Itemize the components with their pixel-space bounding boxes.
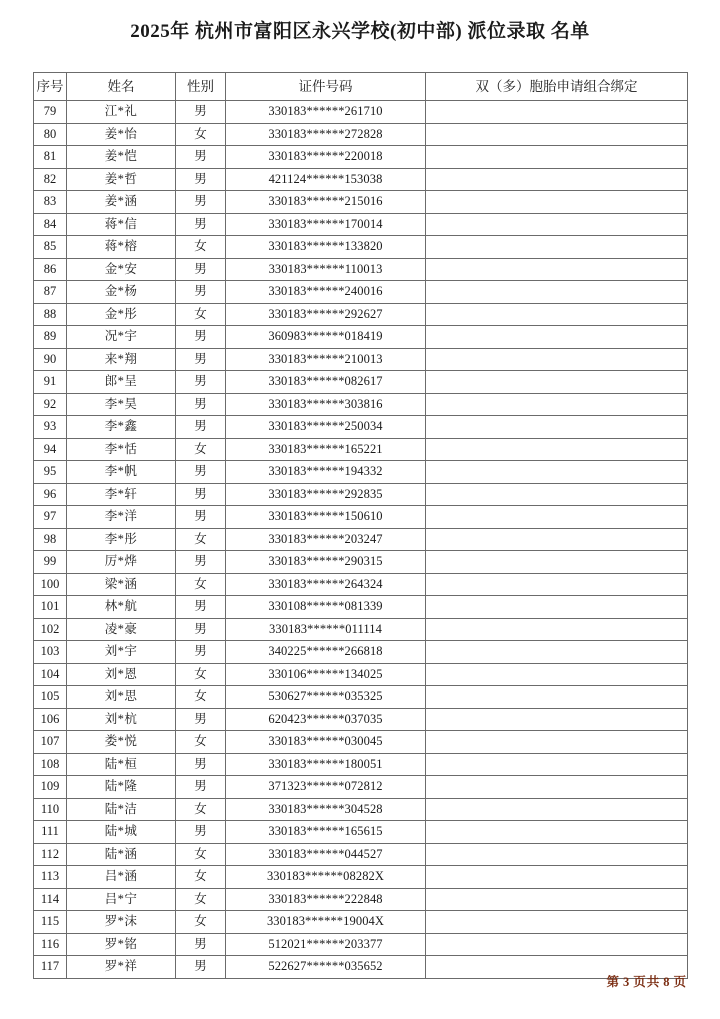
cell-name: 金*安 <box>67 258 176 281</box>
cell-name: 陆*涵 <box>67 843 176 866</box>
cell-index: 94 <box>34 438 67 461</box>
cell-gender: 男 <box>176 753 226 776</box>
table-row <box>34 371 688 394</box>
cell-idnum: 330183******210013 <box>226 348 426 371</box>
table-row <box>34 776 688 799</box>
cell-gender: 男 <box>176 596 226 619</box>
table-row <box>34 686 688 709</box>
cell-idnum: 330183******264324 <box>226 573 426 596</box>
cell-gender: 男 <box>176 416 226 439</box>
table-row <box>34 213 688 236</box>
cell-idnum: 512021******203377 <box>226 933 426 956</box>
table-row <box>34 708 688 731</box>
cell-idnum: 330183******133820 <box>226 236 426 259</box>
cell-gender: 男 <box>176 483 226 506</box>
cell-twin <box>426 258 688 281</box>
footer-prefix: 第 <box>606 975 620 989</box>
cell-index: 84 <box>34 213 67 236</box>
cell-twin <box>426 416 688 439</box>
cell-name: 蒋*榕 <box>67 236 176 259</box>
table-row <box>34 641 688 664</box>
cell-twin <box>426 708 688 731</box>
cell-index: 115 <box>34 911 67 934</box>
table-row <box>34 888 688 911</box>
cell-idnum: 330183******203247 <box>226 528 426 551</box>
cell-index: 116 <box>34 933 67 956</box>
cell-gender: 女 <box>176 303 226 326</box>
cell-index: 99 <box>34 551 67 574</box>
cell-name: 江*礼 <box>67 101 176 124</box>
table-row <box>34 281 688 304</box>
cell-gender: 男 <box>176 708 226 731</box>
column-header-gender: 性别 <box>176 73 226 101</box>
cell-name: 罗*沫 <box>67 911 176 934</box>
cell-gender: 女 <box>176 731 226 754</box>
cell-twin <box>426 821 688 844</box>
cell-index: 103 <box>34 641 67 664</box>
cell-gender: 男 <box>176 101 226 124</box>
cell-twin <box>426 843 688 866</box>
cell-index: 82 <box>34 168 67 191</box>
cell-idnum: 330183******082617 <box>226 371 426 394</box>
table-row <box>34 731 688 754</box>
footer-middle: 页共 <box>633 975 661 989</box>
cell-name: 金*杨 <box>67 281 176 304</box>
cell-index: 83 <box>34 191 67 214</box>
cell-idnum: 330183******220018 <box>226 146 426 169</box>
cell-twin <box>426 393 688 416</box>
cell-name: 姜*哲 <box>67 168 176 191</box>
footer-current-page: 3 <box>622 975 631 989</box>
cell-twin <box>426 146 688 169</box>
cell-name: 刘*思 <box>67 686 176 709</box>
cell-idnum: 330183******215016 <box>226 191 426 214</box>
footer-suffix: 页 <box>673 975 687 989</box>
cell-idnum: 330108******081339 <box>226 596 426 619</box>
cell-name: 李*帆 <box>67 461 176 484</box>
cell-gender: 男 <box>176 146 226 169</box>
cell-index: 92 <box>34 393 67 416</box>
cell-gender: 男 <box>176 213 226 236</box>
cell-twin <box>426 101 688 124</box>
table-row <box>34 483 688 506</box>
cell-gender: 男 <box>176 191 226 214</box>
cell-idnum: 330183******292835 <box>226 483 426 506</box>
cell-name: 凌*豪 <box>67 618 176 641</box>
cell-name: 罗*祥 <box>67 956 176 979</box>
page-footer <box>0 972 687 990</box>
table-row <box>34 933 688 956</box>
cell-gender: 男 <box>176 933 226 956</box>
table-row <box>34 236 688 259</box>
cell-idnum: 371323******072812 <box>226 776 426 799</box>
roster-table <box>33 72 688 979</box>
cell-index: 101 <box>34 596 67 619</box>
table-row <box>34 596 688 619</box>
cell-gender: 男 <box>176 281 226 304</box>
cell-index: 90 <box>34 348 67 371</box>
cell-idnum: 330183******303816 <box>226 393 426 416</box>
cell-idnum: 330183******19004X <box>226 911 426 934</box>
cell-index: 86 <box>34 258 67 281</box>
cell-index: 109 <box>34 776 67 799</box>
cell-twin <box>426 551 688 574</box>
table-row <box>34 348 688 371</box>
cell-idnum: 330183******292627 <box>226 303 426 326</box>
cell-twin <box>426 776 688 799</box>
table-row <box>34 573 688 596</box>
cell-twin <box>426 281 688 304</box>
cell-index: 89 <box>34 326 67 349</box>
cell-twin <box>426 641 688 664</box>
cell-idnum: 330183******165615 <box>226 821 426 844</box>
cell-index: 87 <box>34 281 67 304</box>
cell-index: 117 <box>34 956 67 979</box>
cell-gender: 男 <box>176 551 226 574</box>
cell-index: 79 <box>34 101 67 124</box>
cell-idnum: 421124******153038 <box>226 168 426 191</box>
cell-twin <box>426 326 688 349</box>
cell-idnum: 330183******110013 <box>226 258 426 281</box>
cell-twin <box>426 663 688 686</box>
page-title: 2025年 杭州市富阳区永兴学校(初中部) 派位录取 名单 <box>130 21 590 42</box>
cell-name: 吕*涵 <box>67 866 176 889</box>
cell-twin <box>426 573 688 596</box>
table-row <box>34 146 688 169</box>
cell-name: 姜*涵 <box>67 191 176 214</box>
cell-index: 104 <box>34 663 67 686</box>
cell-twin <box>426 933 688 956</box>
cell-name: 姜*怡 <box>67 123 176 146</box>
table-row <box>34 393 688 416</box>
cell-twin <box>426 888 688 911</box>
cell-name: 李*洋 <box>67 506 176 529</box>
cell-twin <box>426 371 688 394</box>
table-row <box>34 528 688 551</box>
column-header-index: 序号 <box>34 73 67 101</box>
cell-gender: 女 <box>176 438 226 461</box>
table-row <box>34 506 688 529</box>
cell-gender: 男 <box>176 258 226 281</box>
cell-name: 李*彤 <box>67 528 176 551</box>
cell-name: 郎*呈 <box>67 371 176 394</box>
cell-idnum: 340225******266818 <box>226 641 426 664</box>
cell-gender: 女 <box>176 123 226 146</box>
cell-name: 梁*涵 <box>67 573 176 596</box>
cell-name: 金*彤 <box>67 303 176 326</box>
cell-index: 96 <box>34 483 67 506</box>
table-row <box>34 168 688 191</box>
cell-name: 吕*宁 <box>67 888 176 911</box>
cell-index: 81 <box>34 146 67 169</box>
cell-name: 李*昊 <box>67 393 176 416</box>
table-row <box>34 911 688 934</box>
cell-name: 林*航 <box>67 596 176 619</box>
cell-name: 娄*悦 <box>67 731 176 754</box>
cell-name: 蒋*信 <box>67 213 176 236</box>
cell-idnum: 360983******018419 <box>226 326 426 349</box>
cell-gender: 女 <box>176 911 226 934</box>
cell-name: 陆*城 <box>67 821 176 844</box>
table-row <box>34 438 688 461</box>
cell-idnum: 620423******037035 <box>226 708 426 731</box>
cell-twin <box>426 303 688 326</box>
table-row <box>34 753 688 776</box>
cell-index: 93 <box>34 416 67 439</box>
cell-idnum: 330183******250034 <box>226 416 426 439</box>
cell-index: 112 <box>34 843 67 866</box>
table-row <box>34 123 688 146</box>
cell-twin <box>426 798 688 821</box>
table-row <box>34 303 688 326</box>
cell-idnum: 522627******035652 <box>226 956 426 979</box>
table-header-row <box>34 73 688 101</box>
cell-idnum: 330183******272828 <box>226 123 426 146</box>
cell-index: 114 <box>34 888 67 911</box>
column-header-idnum: 证件号码 <box>226 73 426 101</box>
cell-gender: 男 <box>176 461 226 484</box>
cell-gender: 男 <box>176 641 226 664</box>
cell-name: 刘*宇 <box>67 641 176 664</box>
cell-twin <box>426 753 688 776</box>
table-row <box>34 101 688 124</box>
cell-index: 85 <box>34 236 67 259</box>
table-row <box>34 551 688 574</box>
cell-idnum: 330183******044527 <box>226 843 426 866</box>
cell-idnum: 330183******304528 <box>226 798 426 821</box>
table-row <box>34 258 688 281</box>
cell-twin <box>426 686 688 709</box>
cell-name: 陆*洁 <box>67 798 176 821</box>
cell-gender: 女 <box>176 686 226 709</box>
table-body <box>34 101 688 979</box>
table-row <box>34 866 688 889</box>
cell-index: 98 <box>34 528 67 551</box>
cell-idnum: 330183******08282X <box>226 866 426 889</box>
cell-gender: 男 <box>176 776 226 799</box>
cell-idnum: 330183******240016 <box>226 281 426 304</box>
cell-twin <box>426 911 688 934</box>
cell-index: 110 <box>34 798 67 821</box>
roster-table-container <box>33 72 687 979</box>
cell-name: 罗*铭 <box>67 933 176 956</box>
cell-twin <box>426 213 688 236</box>
cell-index: 111 <box>34 821 67 844</box>
cell-name: 刘*恩 <box>67 663 176 686</box>
cell-gender: 女 <box>176 888 226 911</box>
table-row <box>34 663 688 686</box>
cell-index: 113 <box>34 866 67 889</box>
cell-gender: 男 <box>176 326 226 349</box>
cell-twin <box>426 528 688 551</box>
cell-twin <box>426 168 688 191</box>
column-header-twin: 双（多）胞胎申请组合绑定 <box>426 73 688 101</box>
cell-idnum: 330183******290315 <box>226 551 426 574</box>
cell-gender: 男 <box>176 506 226 529</box>
cell-idnum: 530627******035325 <box>226 686 426 709</box>
cell-name: 姜*恺 <box>67 146 176 169</box>
cell-twin <box>426 506 688 529</box>
cell-gender: 女 <box>176 573 226 596</box>
cell-twin <box>426 438 688 461</box>
cell-idnum: 330183******222848 <box>226 888 426 911</box>
cell-gender: 女 <box>176 866 226 889</box>
cell-name: 刘*杭 <box>67 708 176 731</box>
cell-twin <box>426 866 688 889</box>
cell-index: 107 <box>34 731 67 754</box>
cell-gender: 男 <box>176 956 226 979</box>
table-row <box>34 843 688 866</box>
table-row <box>34 416 688 439</box>
cell-index: 100 <box>34 573 67 596</box>
cell-name: 李*恬 <box>67 438 176 461</box>
table-row <box>34 461 688 484</box>
cell-index: 80 <box>34 123 67 146</box>
cell-idnum: 330106******134025 <box>226 663 426 686</box>
cell-idnum: 330183******180051 <box>226 753 426 776</box>
table-row <box>34 821 688 844</box>
cell-name: 况*宇 <box>67 326 176 349</box>
cell-index: 97 <box>34 506 67 529</box>
cell-name: 陆*桓 <box>67 753 176 776</box>
footer-total-pages: 8 <box>663 975 671 989</box>
cell-index: 88 <box>34 303 67 326</box>
table-row <box>34 798 688 821</box>
table-header <box>34 73 688 101</box>
table-row <box>34 191 688 214</box>
cell-twin <box>426 348 688 371</box>
table-row <box>34 326 688 349</box>
cell-idnum: 330183******194332 <box>226 461 426 484</box>
cell-twin <box>426 123 688 146</box>
cell-name: 陆*隆 <box>67 776 176 799</box>
cell-index: 108 <box>34 753 67 776</box>
cell-twin <box>426 236 688 259</box>
cell-twin <box>426 483 688 506</box>
cell-twin <box>426 461 688 484</box>
cell-index: 102 <box>34 618 67 641</box>
cell-index: 106 <box>34 708 67 731</box>
cell-twin <box>426 731 688 754</box>
cell-name: 厉*烨 <box>67 551 176 574</box>
cell-gender: 女 <box>176 528 226 551</box>
cell-twin <box>426 618 688 641</box>
table-row <box>34 618 688 641</box>
cell-name: 来*翔 <box>67 348 176 371</box>
cell-idnum: 330183******030045 <box>226 731 426 754</box>
cell-index: 91 <box>34 371 67 394</box>
cell-index: 95 <box>34 461 67 484</box>
cell-index: 105 <box>34 686 67 709</box>
cell-gender: 男 <box>176 618 226 641</box>
cell-gender: 女 <box>176 843 226 866</box>
cell-gender: 女 <box>176 236 226 259</box>
cell-gender: 男 <box>176 371 226 394</box>
cell-gender: 男 <box>176 348 226 371</box>
cell-gender: 男 <box>176 393 226 416</box>
cell-idnum: 330183******150610 <box>226 506 426 529</box>
cell-idnum: 330183******261710 <box>226 101 426 124</box>
cell-twin <box>426 191 688 214</box>
cell-name: 李*轩 <box>67 483 176 506</box>
cell-name: 李*鑫 <box>67 416 176 439</box>
cell-twin <box>426 596 688 619</box>
cell-gender: 女 <box>176 663 226 686</box>
cell-idnum: 330183******170014 <box>226 213 426 236</box>
cell-gender: 女 <box>176 798 226 821</box>
column-header-name: 姓名 <box>67 73 176 101</box>
cell-gender: 男 <box>176 168 226 191</box>
cell-idnum: 330183******165221 <box>226 438 426 461</box>
cell-gender: 男 <box>176 821 226 844</box>
cell-idnum: 330183******011114 <box>226 618 426 641</box>
